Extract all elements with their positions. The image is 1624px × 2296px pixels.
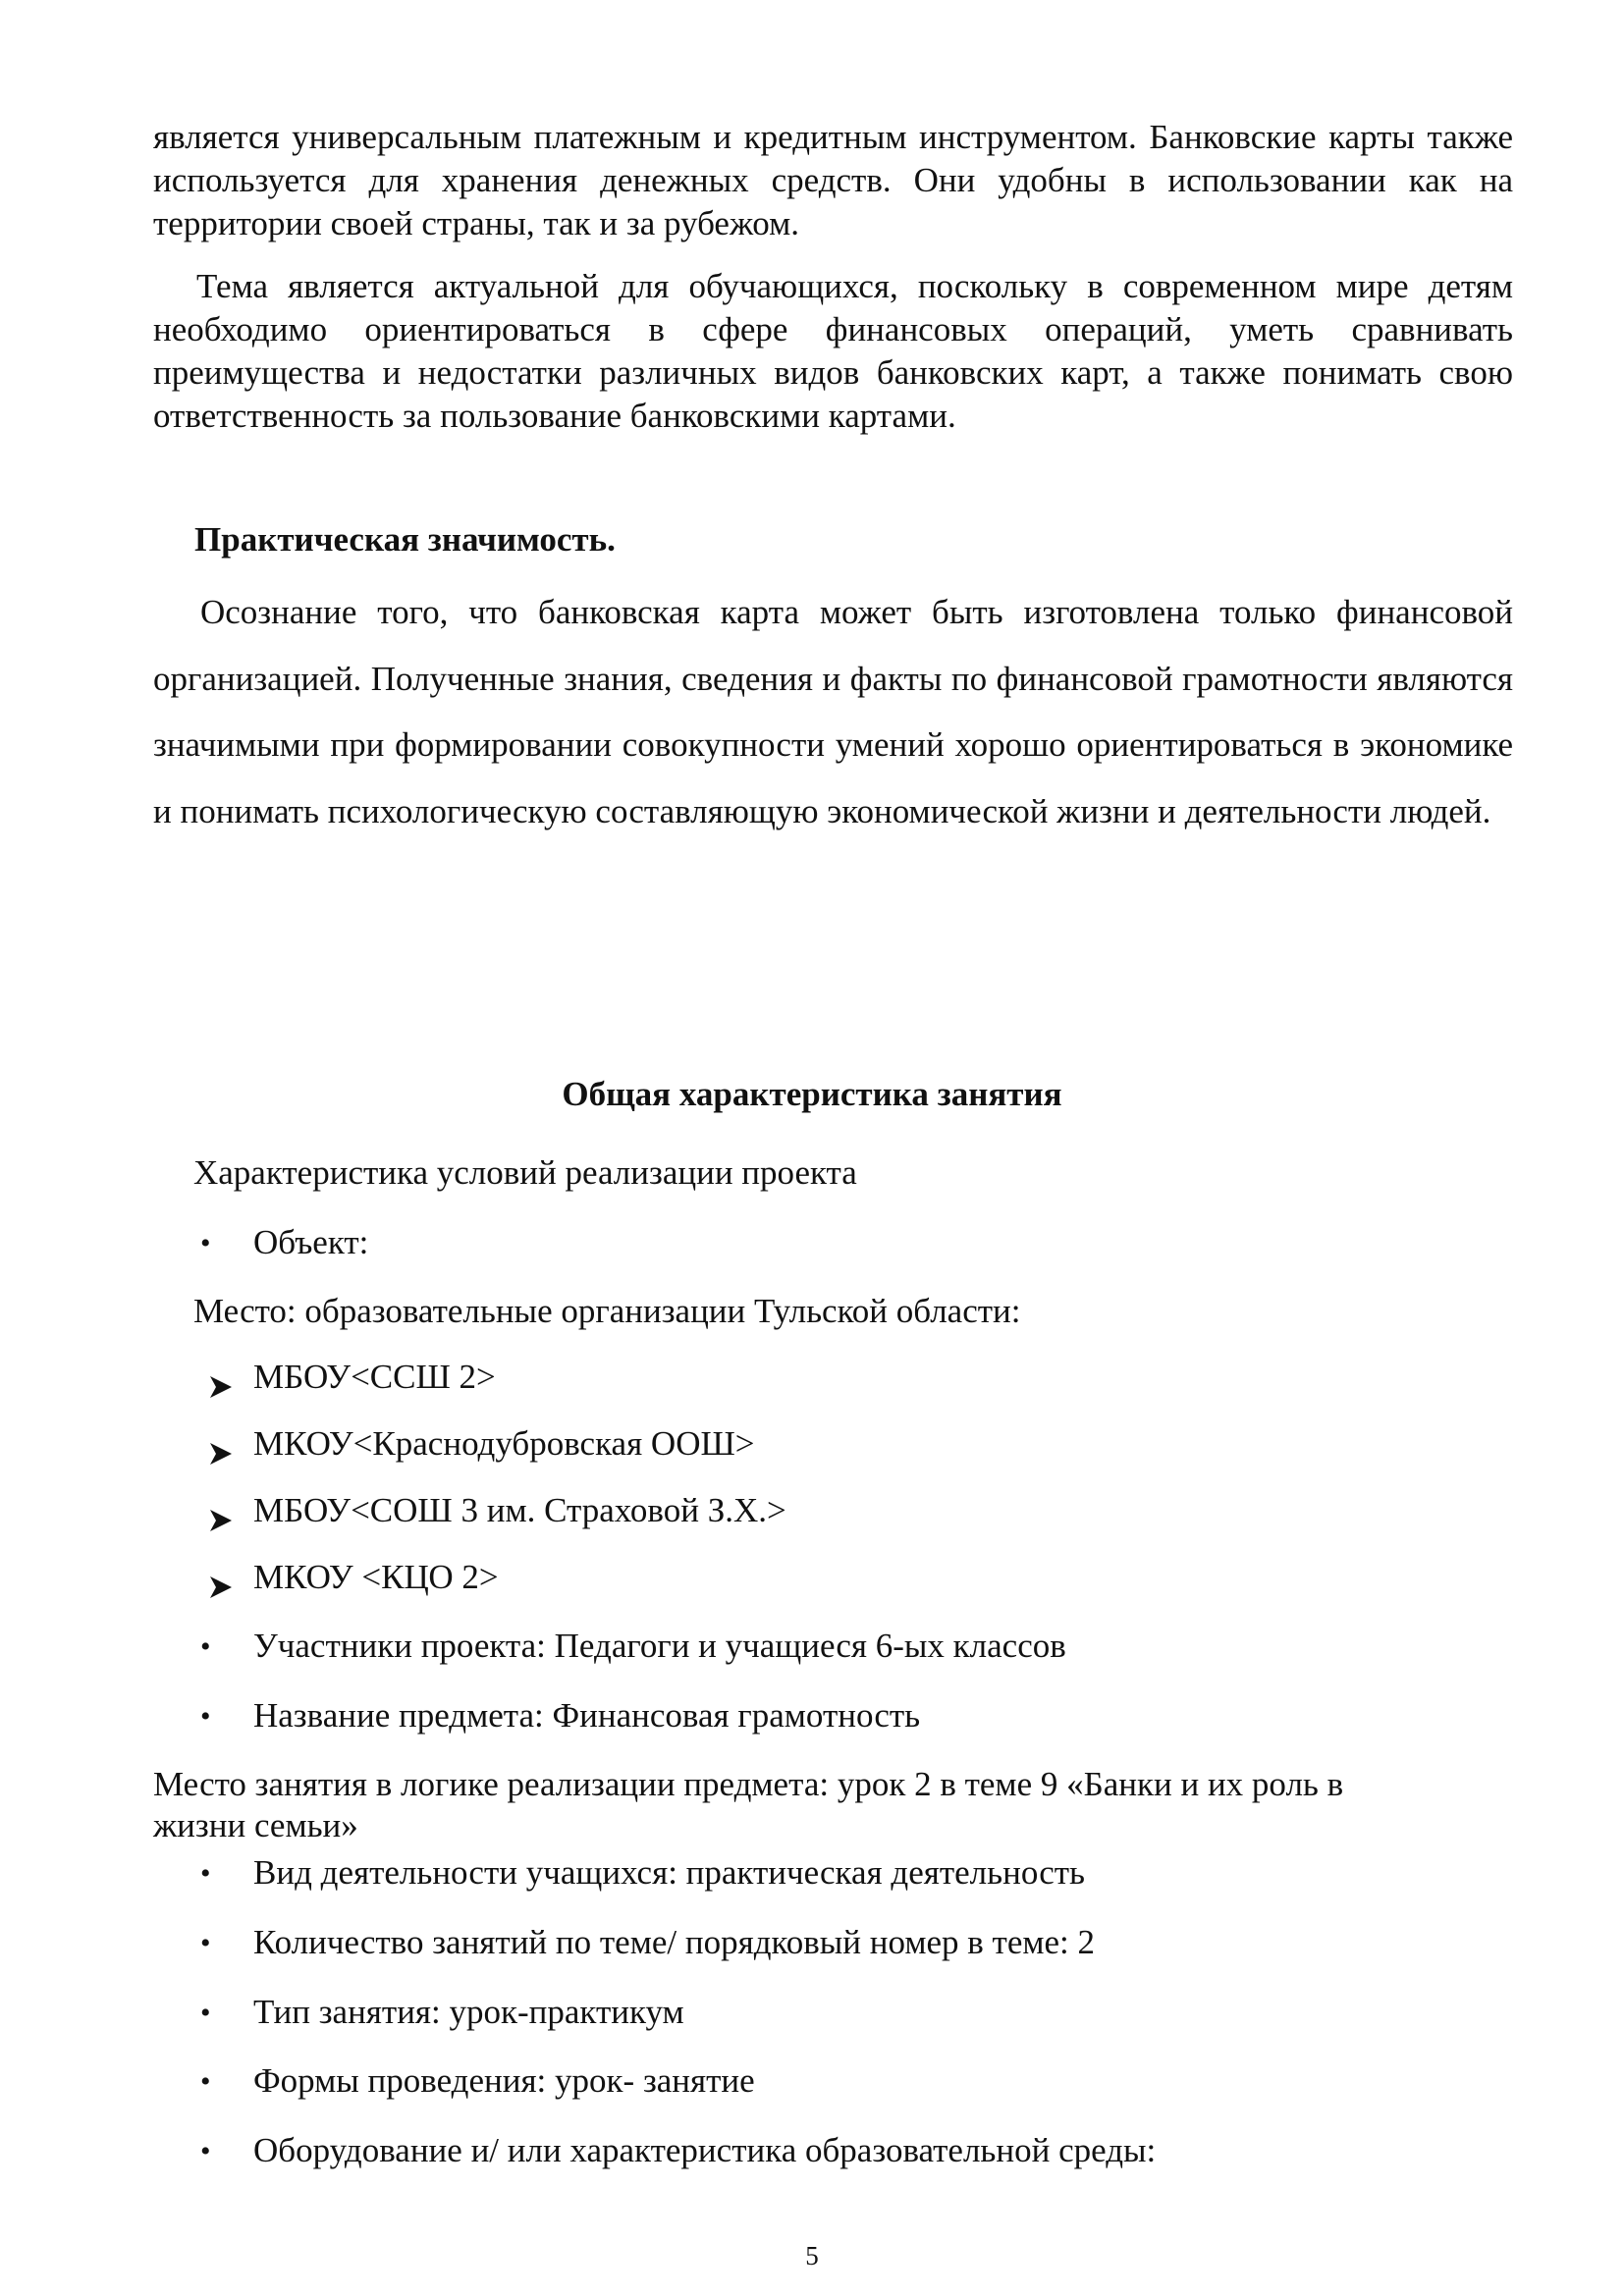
school-item: МБОУ<ССШ 2> — [253, 1358, 496, 1396]
bullet-icon: • — [200, 2065, 211, 2098]
object-label: Объект: — [253, 1223, 369, 1261]
activity-item: Вид деятельности учащихся: практическая деятельность — [253, 1853, 1085, 1892]
practical-significance-heading: Практическая значимость. — [194, 520, 616, 559]
equipment-item: Оборудование и/ или характеристика образовательной среды: — [253, 2131, 1157, 2169]
count-item: Количество занятий по теме/ порядковый номер в теме: 2 — [253, 1923, 1096, 1961]
subject-item: Название предмета: Финансовая грамотность — [253, 1696, 921, 1735]
bullet-icon: • — [200, 1227, 211, 1259]
bullet-icon: • — [200, 1857, 211, 1890]
school-item: МБОУ<СОШ 3 им. Страховой З.Х.> — [253, 1491, 786, 1529]
type-item: Тип занятия: урок-практикум — [253, 1993, 684, 2031]
intro-paragraph-2: Тема является актуальной для обучающихся, поскольку в современном мире детям необходимо ориентироваться в сфере финансовых операций, уметь сравнивать преимущества и недостатки различных видов банковских карт, а также понимать свою ответственность за пользование банковскими картами. — [153, 267, 1513, 435]
lesson-place-line-2: жизни семьи» — [153, 1806, 358, 1844]
forms-item: Формы проведения: урок- занятие — [253, 2061, 755, 2100]
practical-significance-paragraph: Осознание того, что банковская карта может быть изготовлена только финансовой организацией. Полученные знания, сведения и факты по финансовой грамотности являются значимыми при формировании совокупности умений хорошо ориентироваться в экономике и понимать психологическую составляющую экономической жизни и деятельности людей. — [153, 593, 1513, 830]
conditions-label: Характеристика условий реализации проекта — [193, 1153, 857, 1192]
bullet-icon: • — [200, 2135, 211, 2167]
participants-item: Участники проекта: Педагоги и учащиеся 6-ых классов — [253, 1627, 1066, 1665]
place-label: Место: образовательные организации Тульской области: — [193, 1292, 1021, 1330]
school-item: МКОУ <КЦО 2> — [253, 1558, 499, 1596]
intro-paragraph-1: является универсальным платежным и кредитным инструментом. Банковские карты также используется для хранения денежных средств. Они удобны в использовании как на территории своей страны, так и за рубежом. — [153, 118, 1513, 242]
bullet-icon: • — [200, 1997, 211, 2029]
page-number: 5 — [805, 2241, 819, 2270]
general-characteristics-heading: Общая характеристика занятия — [562, 1075, 1062, 1113]
school-item: МКОУ<Краснодубровская ООШ> — [253, 1424, 755, 1463]
bullet-icon: • — [200, 1927, 211, 1959]
lesson-place-line-1: Место занятия в логике реализации предмета: урок 2 в теме 9 «Банки и их роль в — [153, 1765, 1344, 1803]
bullet-icon: • — [200, 1700, 211, 1733]
bullet-icon: • — [200, 1630, 211, 1663]
